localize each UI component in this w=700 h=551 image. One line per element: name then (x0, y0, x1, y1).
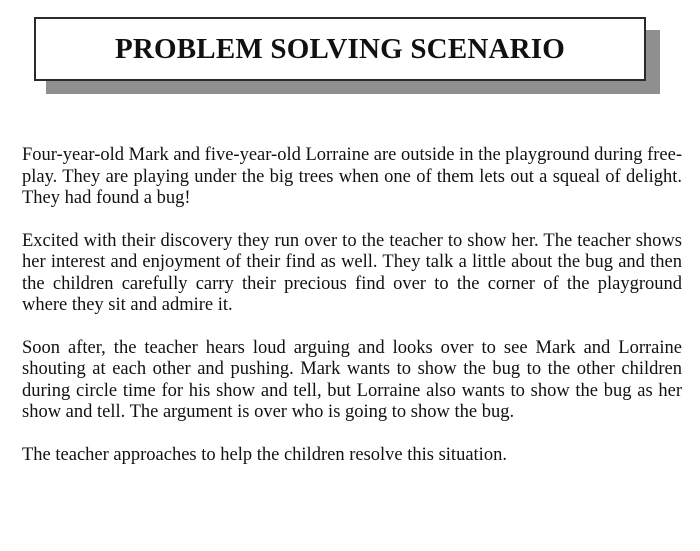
page-title: PROBLEM SOLVING SCENARIO (114, 32, 566, 65)
scenario-body (22, 145, 682, 466)
scenario-paragraph-2: Excited with their discovery they run over to the teacher to show her. The teacher shows her interest and enjoyment of their find as well. They talk a little about the bug and then the children carefully carry their precious find over to the corner of the playground where they sit and admire it. (22, 230, 682, 315)
title-box (34, 17, 646, 81)
scenario-paragraph-1: Four-year-old Mark and five-year-old Lorraine are outside in the playground during free-play. They are playing under the big trees when one of them lets out a squeal of delight. They had found a bug! (22, 145, 683, 208)
scenario-paragraph-4: The teacher approaches to help the children resolve this situation. (22, 444, 507, 465)
scenario-paragraph-3: Soon after, the teacher hears loud arguing and looks over to see Mark and Lorraine shouting at each other and pushing. Mark wants to show the bug to the other children during circle time for his show and tell, but Lorraine also wants to show the bug as her show and tell. The argument is over who is going to show the bug. (22, 337, 682, 422)
